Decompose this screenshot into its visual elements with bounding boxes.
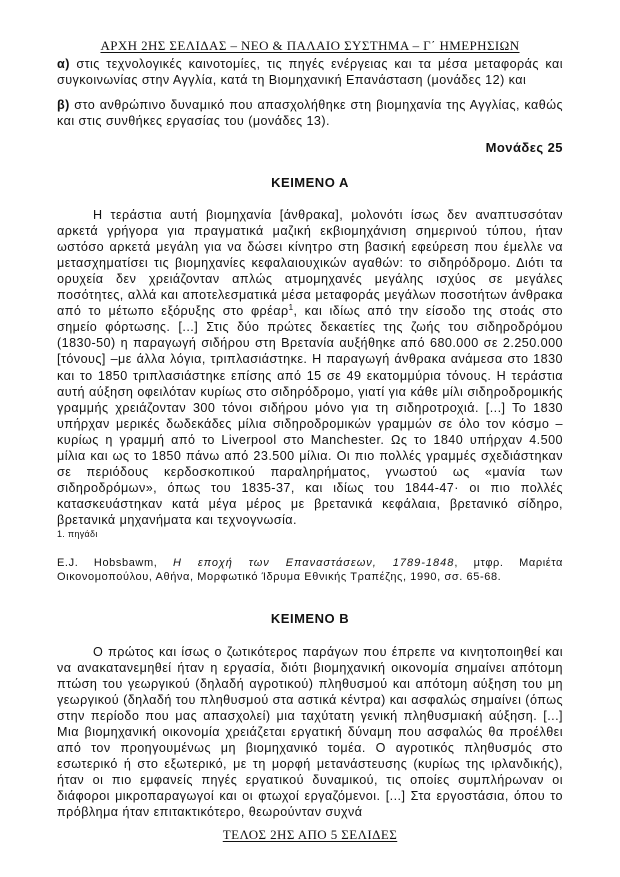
question-a-label: α) <box>57 57 70 71</box>
question-a <box>57 56 563 88</box>
footnote: 1. πηγάδι <box>57 529 98 540</box>
text-b-body: Ο πρώτος και ίσως ο ζωτικότερος παράγων που έπρεπε να κινητοποιηθεί και να ανακατανεμηθεί ήταν η εργασία, διότι βιομηχανική οικονομία σημαίνει απότομη πτώση του γεωργικού (δηλαδή αγροτικού) πληθυσμού και απότομη αύξηση του μη γεωργικού (δηλαδή του πληθυσμού στα αστικά κέντρα) και ασφαλώς σημαίνει (όπως στην περίοδο που μας απασχολεί) μια ταχύτατη γενική πληθυσμιακή αύξηση. [...] Μια βιομηχανική οικονομία χρειάζεται εργατική δύναμη που ασφαλώς θα προέλθει από τον προηγουμένως μη βιομηχανικό τομέα. Ο αγροτικός πληθυσμός στο εσωτερικό ή στο εξωτερικό, με τη μορφή μετανάστευσης (κυρίως της ιρλανδικής), ήταν οι πιο εμφανείς πηγές εργατικού δυναμικού, τις οποίες συμπλήρωναν οι διάφοροι μικροπαραγωγοί και οι φτωχοί εργαζόμενοι. [...] Στα εργοστάσια, όπου το πρόβλημα ήταν επιτακτικότερο, θεωρούνταν συχνά <box>57 644 563 820</box>
citation <box>57 556 563 584</box>
page-footer-text: ΤΕΛΟΣ 2ΗΣ ΑΠΟ 5 ΣΕΛΙΔΕΣ <box>222 827 398 842</box>
question-b-label: β) <box>57 98 70 113</box>
page-header <box>0 38 620 54</box>
text-a-body-part1: Η τεράστια αυτή βιομηχανία [άνθρακα], μολονότι ίσως δεν αναπτυσσόταν αρκετά γρήγορα για πραγματικά μαζική εκβιομηχάνιση σημερινού τύπου, ήταν ωστόσο αρκετά μεγάλη για να δώσει κίνητρο στη βασική εφεύρεση που έμελλε να μετασχηματίσει τις βιομηχανίες κεφαλαιουχικών αγαθών: το σιδηρόδρομο. Διότι τα ορυχεία δεν χρειάζονταν απλώς ατμομηχανές μεγάλης ισχύος σε μεγάλες ποσότητες, αλλά και αποτελεσματικά μέσα μεταφοράς μεγάλων ποσοτήτων άνθρακα από το μέτωπο εξόρυξης στο φρέαρ <box>57 207 563 319</box>
question-b <box>57 97 563 129</box>
document-body <box>57 56 563 821</box>
page-footer <box>0 827 620 843</box>
question-a-text: στις τεχνολογικές καινοτομίες, τις πηγές ενέργειας και τα μέσα μεταφοράς και συγκοινωνίας στην Αγγλία, κατά τη Βιομηχανική Επανάσταση (μονάδες 12) και <box>57 57 563 88</box>
page-header-text: ΑΡΧΗ 2ΗΣ ΣΕΛΙΔΑΣ – ΝΕΟ & ΠΑΛΑΙΟ ΣΥΣΤΗΜΑ – Γ΄ ΗΜΕΡΗΣΙΩΝ <box>100 38 520 53</box>
question-b-text: στο ανθρώπινο δυναμικό που απασχολήθηκε στη βιομηχανία της Αγγλίας, καθώς και στις συνθήκες εργασίας του (μονάδες 13). <box>57 98 563 129</box>
citation-title: Η εποχή των Επαναστάσεων, 1789-1848 <box>172 557 455 570</box>
footnote-ref: 1 <box>288 302 294 312</box>
text-a-body <box>57 207 563 529</box>
citation-rest: , μτφρ. Μαριέτα Οικονομοπούλου, Αθήνα, Μορφωτικό Ίδρυμα Εθνικής Τραπέζης, 1990, σσ. 65-68. <box>57 557 563 584</box>
points-label: Μονάδες 25 <box>485 140 563 156</box>
text-a-title: ΚΕΙΜΕΝΟ Α <box>271 175 349 191</box>
text-a-body-part2: , και ιδίως από την είσοδο της στοάς στο σημείο φόρτωσης. [...] Στις δύο πρώτες δεκαετίες της ζωής του σιδηροδρόμου (1830-50) η παραγωγή σιδήρου στη Βρετανία αυξήθηκε από 680.000 σε 2.250.000 [τόνους] –με άλλα λόγια, τριπλασιάστηκε. Η παραγωγή άνθρακα ανάμεσα στο 1830 και το 1850 τριπλασιάστηκε επίσης από 15 σε 49 εκατομμύρια τόνους. Η τεράστια αυτή αύξηση οφειλόταν κυρίως στο σιδηρόδρομο, γιατί για κάθε μίλι σιδηροδρομικής γραμμής χρειάζονταν 300 τόνοι σιδήρου μόνο για τη σιδηροτροχιά. [...] Το 1830 υπήρχαν μερικές δωδεκάδες μίλια σιδηροδρομικών γραμμών σε όλο τον κόσμο –κυρίως η γραμμή από το Liverpool στο Manchester. Ως το 1840 υπήρχαν 4.500 μίλια και ως το 1850 πάνω από 23.500 μίλια. Οι πιο πολλές γραμμές σχεδιάστηκαν σε περιόδους κερδοσκοπικού παραληρήματος, γνωστού ως «μανία των σιδηροδρόμων», όπως του 1835-37, και ιδίως του 1844-47· οι πιο πολλές κατασκευάστηκαν κατά μέγα μέρος με βρετανικά κεφάλαια, βρετανικό σίδηρο, βρετανικά μηχανήματα και τεχνογνωσία. <box>57 304 564 528</box>
text-b-title: ΚΕΙΜΕΝΟ Β <box>270 611 350 627</box>
citation-author: E.J. Hobsbawm, <box>57 557 173 570</box>
